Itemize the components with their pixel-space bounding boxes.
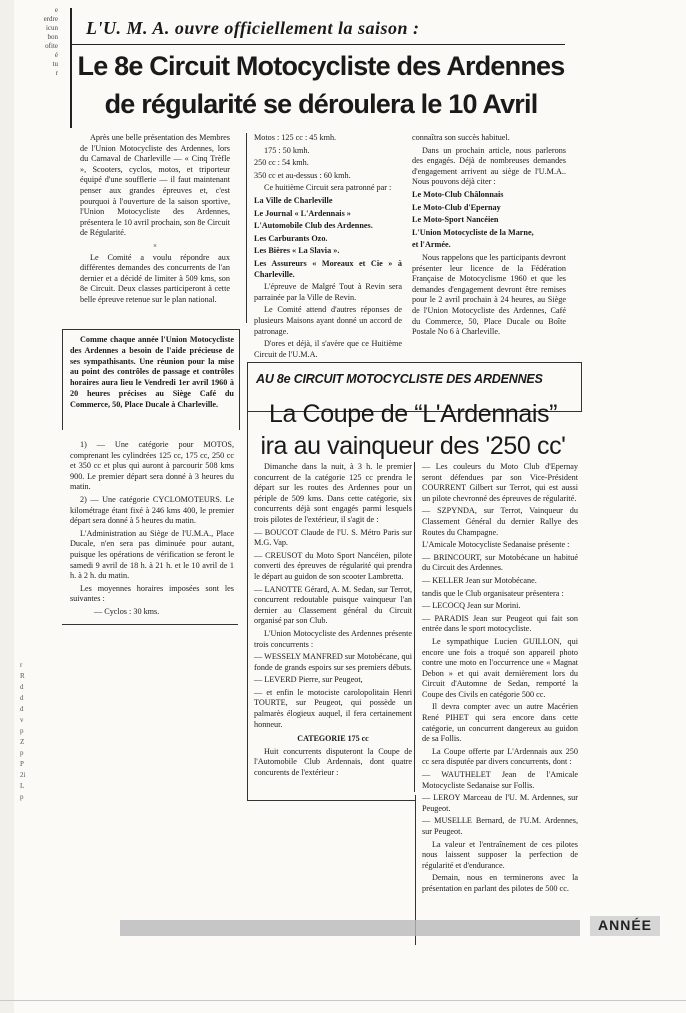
fragment: p <box>20 749 24 757</box>
margin-fragments <box>22 6 58 78</box>
rider: — BRINCOURT, sur Motobécane un habitué du Circuit des Ardennes. <box>422 552 578 573</box>
paragraph: Le Comité attend d'autres réponses de plusieurs Maisons ayant donné un accord de patronage. <box>254 305 402 336</box>
headline-line-1: Le 8e Circuit Motocycliste des Ardennes <box>77 51 565 81</box>
paragraph: La valeur et l'entraînement de ces pilotes nous laissent supposer la perfection de régularité et d'endurance. <box>422 839 578 870</box>
paragraph: Le Comité a voulu répondre aux différentes demandes des concurrents de l'an dernier et a décidé de limiter à 509 kms, son 8e Circuit. Deux classes participeront à cette belle épreuve retenue sur le plan national. <box>80 252 230 304</box>
paragraph: L'Administration au Siège de l'U.M.A., Place Ducale, n'en sera pas diminuée pour autant, puisque les opérations de vérification se feront le samedi 9 avril de 18 h. à 21 h. et le 10 avril de 1 h. à 2 h. du matin. <box>70 528 234 581</box>
club: Le Moto-Club Châlonnais <box>412 189 504 199</box>
header-rule-top <box>70 44 565 45</box>
paragraph: L'épreuve de Malgré Tout à Revin sera parrainée par la Ville de Revin. <box>254 282 402 302</box>
coupe-column-2 <box>422 462 578 897</box>
column-rule <box>246 133 247 323</box>
fragment: p <box>20 727 24 735</box>
coupe-rule-bottom <box>247 800 415 801</box>
paragraph: L'Amicale Motocycliste Sedanaise présente : <box>422 540 570 550</box>
speed-line: 250 cc : 54 kmh. <box>254 158 309 168</box>
fragment: Z <box>20 738 25 746</box>
fragment: P <box>20 760 24 768</box>
article1-continuation <box>70 440 234 620</box>
fragment: tu <box>52 60 58 68</box>
paragraph: connaîtra son succès habituel. <box>412 133 510 142</box>
coupe-headline-line-1: La Coupe de “L'Ardennais” <box>268 400 558 428</box>
patron: L'Automobile Club des Ardennes. <box>254 221 373 231</box>
article-headline <box>76 47 566 123</box>
patron: Les Carburants Ozo. <box>254 233 328 243</box>
fragment: ofite <box>45 42 58 50</box>
coupe-kicker: AU 8e CIRCUIT MOTOCYCLISTE DES ARDENNES <box>256 372 543 386</box>
paragraph: L'Union Motocycliste des Ardennes présente trois concurrents : <box>254 628 412 649</box>
fragment: é <box>54 51 58 59</box>
article1-column-1 <box>80 133 230 308</box>
paragraph: Nous rappelons que les participants devront présenter leur licence de la Fédération Française de Motocyclisme 1960 et que les demandes d'engagement devront être remises pour le 2 avril prochain à 24 heures, au Siège de l'Union Motocycliste des Ardennes, Café du Commerce, 50, Place Ducale ou Boîte Postale No 6 à Charleville. <box>412 252 566 337</box>
rider: — LEVERD Pierre, sur Peugeot, <box>254 675 363 685</box>
rider: — WAUTHELET Jean de l'Amicale Motocycliste Sedanaise sur Follis. <box>422 770 578 790</box>
fragment: p <box>20 793 24 801</box>
rider: — et enfin le motociste carolopolitain Henri TOURTE, sur Peugeot, qui possède un palmarès élogieux auquel, il fera certainement honneur. <box>254 687 412 729</box>
fragment: R <box>20 672 25 680</box>
club: et l'Armée. <box>412 240 451 250</box>
patron: Le Journal « L'Ardennais » <box>254 208 351 218</box>
paragraph: 1) — Une catégorie pour MOTOS, comprenant les cylindrées 125 cc, 175 cc, 250 cc et 350 cc et plus qui auront à parcourir 508 kms 900. Le premier départ sera donné à 3 heures du matin. <box>70 440 234 492</box>
fragment: d <box>20 694 24 702</box>
fragment: L <box>20 782 25 790</box>
paragraph: D'ores et déjà, il s'avère que ce Huitième Circuit de l'U.M.A. <box>254 339 402 359</box>
page-bottom-edge <box>0 1000 686 1001</box>
rider: — CREUSOT du Moto Sport Nancéien, pilote converti des épreuves de régularité qui prendra le départ au guidon de son scooter Lambretta. <box>254 550 412 581</box>
paragraph: Le sympathique Lucien GUILLON, qui encore une fois a troqué son appareil photo contre une moto en l'occurrence une « Magnat Debon » et qui avait dernièrement lors du Circuit d'Automne de Sedan, remporté la Coupe des Civils en catégorie 500 cc. <box>422 636 578 699</box>
coupe-headline <box>248 398 578 462</box>
rider: — BOUCOT Claude de l'U. S. Métro Paris sur M.G. Vap. <box>254 527 412 548</box>
rider: — LANOTTE Gérard, A. M. Sedan, sur Terrot, concurrent redoutable puisque vainqueur l'an dernier au Classement général du Circuit organisé par son Club. <box>254 584 412 626</box>
rider: — Les couleurs du Moto Club d'Epernay seront défendues par son Vice-Président COURRENT Gilbert sur Terrot, qui est aussi un pilote chevronné des épreuves de régularité. <box>422 462 578 503</box>
fragment: bon <box>47 33 58 41</box>
fragment: v <box>20 716 24 724</box>
fragment: 2i <box>20 771 26 779</box>
coupe-headline-line-2: ira au vainqueur des '250 cc' <box>260 432 566 460</box>
patron: La Ville de Charleville <box>254 195 333 205</box>
article1-column-2 <box>254 133 402 362</box>
fragment: d <box>20 683 24 691</box>
rider: — MUSELLE Bernard, de l'U.M. Ardennes, sur Peugeot. <box>422 816 578 836</box>
category-heading: CATEGORIE 175 cc <box>297 734 369 744</box>
fragment: r <box>20 661 23 669</box>
rider: — KELLER Jean sur Motobécane. <box>422 575 537 585</box>
section-rule <box>62 624 238 625</box>
fragment: e <box>54 6 58 14</box>
paragraph: — Cyclos : 30 kms. <box>94 606 160 616</box>
coupe-rule-left <box>247 410 248 800</box>
fragment: icun <box>45 24 58 32</box>
notice-text: Comme chaque année l'Union Motocycliste des Ardennes a besoin de l'aide précieuse de ses sympathisants. Une réunion pour la mise au point des contrôles de passage et contrôles horaires aura lieu le Vendredi 1er avril 1960 à 20 heures précises au Siège Café du Commerce, 50, Place Ducale à Charleville. <box>70 335 234 409</box>
club: L'Union Motocycliste de la Marne, <box>412 227 534 237</box>
fragment: erdre <box>43 15 58 23</box>
rider: — WESSELY MANFRED sur Motobécane, qui fonde de grands espoirs sur ses premiers débuts. <box>254 652 412 672</box>
paragraph: tandis que le Club organisateur présentera : <box>422 588 564 598</box>
patron: Les Bières « La Slavia ». <box>254 246 340 256</box>
paragraph: Demain, nous en terminerons avec la présentation en parlant des pilotes de 500 cc. <box>422 873 578 893</box>
rider: — SZPYNDA, sur Terrot, Vainqueur du Classement Général du dernier Rallye des Routes du Champagne. <box>422 506 578 537</box>
paragraph: Ce huitième Circuit sera patronné par : <box>264 183 392 193</box>
club: Le Moto-Sport Nancéien <box>412 215 499 225</box>
margin-fragments-lower <box>20 660 32 803</box>
article1-column-3 <box>412 133 566 340</box>
notice-box <box>70 335 234 411</box>
paragraph: Les moyennes horaires imposées sont les suivantes : <box>70 583 234 604</box>
paragraph: Dans un prochain article, nous parlerons des engagés. Déjà de nombreuses demandes d'engagement arrivent au siège de l'U.M.A.. Nous pouvons déjà citer : <box>412 145 566 187</box>
paragraph: Huit concurrents disputeront la Coupe de l'Automobile Club Ardennais, dont quatre concurents de l'extérieur : <box>254 746 412 778</box>
coupe-column-rule <box>414 462 415 792</box>
fragment: r <box>55 69 58 77</box>
paragraph: 2) — Une catégorie CYCLOMOTEURS. Le kilométrage étant fixé à 246 kms 400, le premier départ sera donné à 5 heures du matin. <box>70 494 234 526</box>
headline-line-2: de régularité se déroulera le 10 Avril <box>104 89 538 119</box>
scan-shadow-band <box>120 920 580 936</box>
coupe-column-1 <box>254 462 412 781</box>
speed-line: 175 : 50 kmh. <box>264 145 310 155</box>
rider: — LECOCQ Jean sur Morini. <box>422 601 521 611</box>
speed-line: 350 cc et au-dessus : 60 kmh. <box>254 170 351 180</box>
fragment: d <box>20 705 24 713</box>
patron: Les Assureurs « Moreaux et Cie » à Charleville. <box>254 258 402 279</box>
speed-line: Motos : 125 cc : 45 kmh. <box>254 133 337 142</box>
rider: — LEROY Marceau de l'U. M. Ardennes, sur Peugeot. <box>422 793 578 813</box>
article-kicker: L'U. M. A. ouvre officiellement la saison : <box>86 18 420 38</box>
club: Le Moto-Club d'Epernay <box>412 202 501 212</box>
paragraph: Dimanche dans la nuit, à 3 h. le premier concurrent de la catégorie 125 cc prendra le départ sur les routes des Ardennes pour un périple de 509 kms. Dans cette catégorie, six concurrents déjà sont engagés parmi lesquels trois pilotes de l'extérieur, il s'agit de : <box>254 462 412 524</box>
paragraph: Il devra compter avec un autre Macérien René PIHET qui sera encore dans cette catégorie, un concurrent dangereux au guidon de sa Follis. <box>422 702 578 744</box>
page-edge <box>0 0 14 1013</box>
paragraph: La Coupe offerte par L'Ardennais aux 250 cc sera disputée par divers concurrents, dont : <box>422 746 578 767</box>
rider: — PARADIS Jean sur Peugeot qui fait son entrée dans le sport motocycliste. <box>422 613 578 634</box>
adjacent-headline-fragment: ANNÉE <box>598 917 653 933</box>
paragraph: Après une belle présentation des Membres de l'Union Motocycliste des Ardennes, lors du Carnaval de Charleville — « Cinq Trèfle », Scooters, cyclos, motos, et triporteur équipé d'une soufflerie — il faut maintenant penser aux grandes épreuves et, c'est pourquoi à l'ouverture de la saison sportive, l'Union Motocycliste des Ardennes, présentera le 10 avril prochain, son 8e Circuit de Régularité. <box>80 133 230 238</box>
separator: × <box>153 241 157 250</box>
